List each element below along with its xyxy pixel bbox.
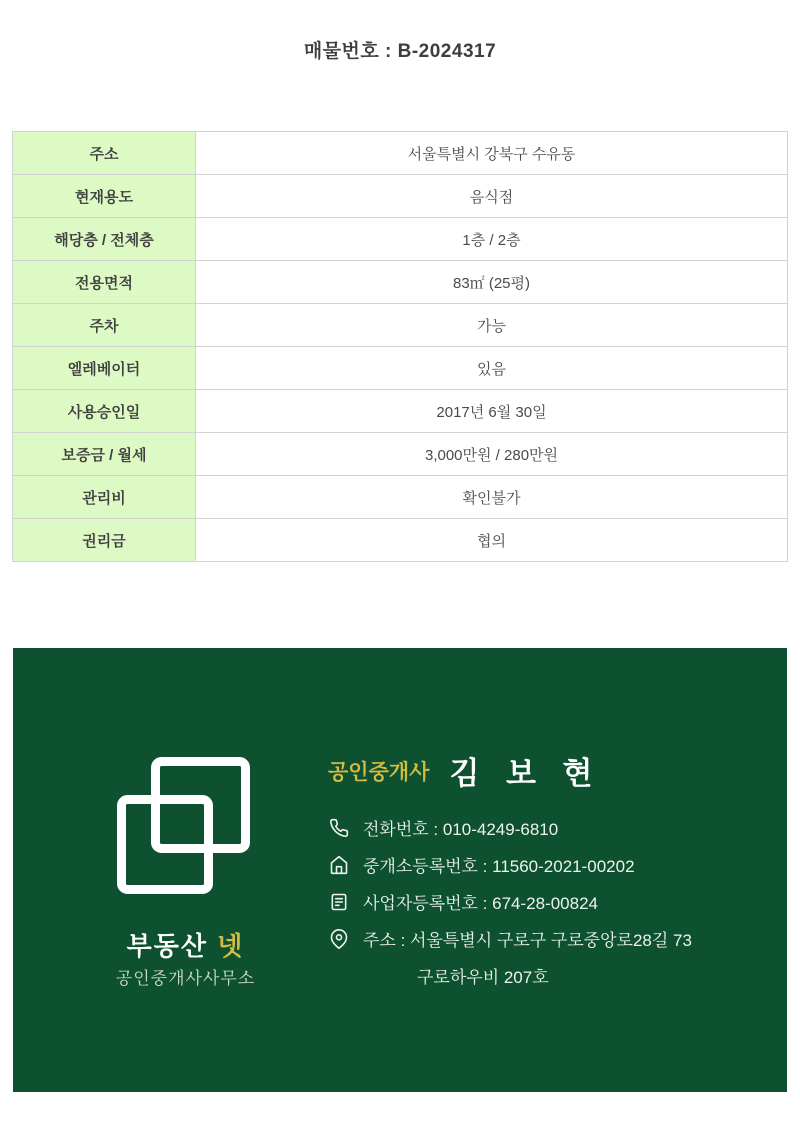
table-row <box>13 175 788 218</box>
row-label-deposit-rent: 보증금 / 월세 <box>13 433 196 476</box>
overlapping-squares-logo-icon <box>117 757 251 894</box>
row-value-deposit-rent: 3,000만원 / 280만원 <box>196 433 788 476</box>
office-address-text: 주소 : 서울특별시 구로구 구로중앙로28길 73 <box>363 931 692 950</box>
row-value-floor: 1층 / 2층 <box>196 218 788 261</box>
page-title: 매물번호 : B-2024317 <box>303 41 497 62</box>
realtor-business-card <box>13 648 787 1092</box>
table-row <box>13 261 788 304</box>
row-value-premium: 협의 <box>196 519 788 562</box>
clipboard-icon <box>328 891 350 913</box>
row-label-parking: 주차 <box>13 304 196 347</box>
brand-name-gold: 넷 <box>217 931 245 961</box>
office-registration-text: 중개소등록번호 : 11560-2021-00202 <box>363 857 635 876</box>
table-row <box>13 433 788 476</box>
table-row <box>13 218 788 261</box>
row-value-address: 서울특별시 강북구 수유동 <box>196 132 788 175</box>
brand-column <box>13 648 358 1092</box>
row-value-approval-date: 2017년 6월 30일 <box>196 390 788 433</box>
agent-role-label: 공인중개사 <box>328 760 430 784</box>
agent-row <box>328 748 768 793</box>
row-label-current-use: 현재용도 <box>13 175 196 218</box>
row-label-maintenance-fee: 관리비 <box>13 476 196 519</box>
phone-text: 전화번호 : 010-4249-6810 <box>363 820 559 839</box>
location-pin-icon <box>328 928 350 950</box>
table-row <box>13 132 788 175</box>
office-registration-row <box>328 846 768 883</box>
row-label-elevator: 엘레베이터 <box>13 347 196 390</box>
agent-info-column <box>328 748 768 993</box>
table-row <box>13 304 788 347</box>
office-address-line2 <box>328 957 768 993</box>
office-address-row <box>328 920 768 957</box>
row-value-maintenance-fee: 확인불가 <box>196 476 788 519</box>
brand-name <box>13 926 358 963</box>
business-registration-text: 사업자등록번호 : 674-28-00824 <box>363 894 598 913</box>
table-row <box>13 476 788 519</box>
row-label-approval-date: 사용승인일 <box>13 390 196 433</box>
agent-name: 김 보 현 <box>449 756 602 791</box>
row-value-current-use: 음식점 <box>196 175 788 218</box>
row-value-area: 83㎡ (25평) <box>196 261 788 304</box>
brand-subtitle: 공인중개사사무소 <box>115 969 256 988</box>
row-value-elevator: 있음 <box>196 347 788 390</box>
business-registration-row <box>328 883 768 920</box>
home-icon <box>328 854 350 876</box>
row-label-address: 주소 <box>13 132 196 175</box>
phone-row <box>328 809 768 846</box>
row-label-area: 전용면적 <box>13 261 196 304</box>
property-details-table <box>12 131 788 562</box>
phone-icon <box>328 817 350 839</box>
brand-name-white: 부동산 <box>126 931 208 961</box>
table-row <box>13 519 788 562</box>
table-row <box>13 347 788 390</box>
row-value-parking: 가능 <box>196 304 788 347</box>
row-label-premium: 권리금 <box>13 519 196 562</box>
office-address-text2: 구로하우비 207호 <box>417 967 549 987</box>
table-row <box>13 390 788 433</box>
row-label-floor: 해당층 / 전체층 <box>13 218 196 261</box>
